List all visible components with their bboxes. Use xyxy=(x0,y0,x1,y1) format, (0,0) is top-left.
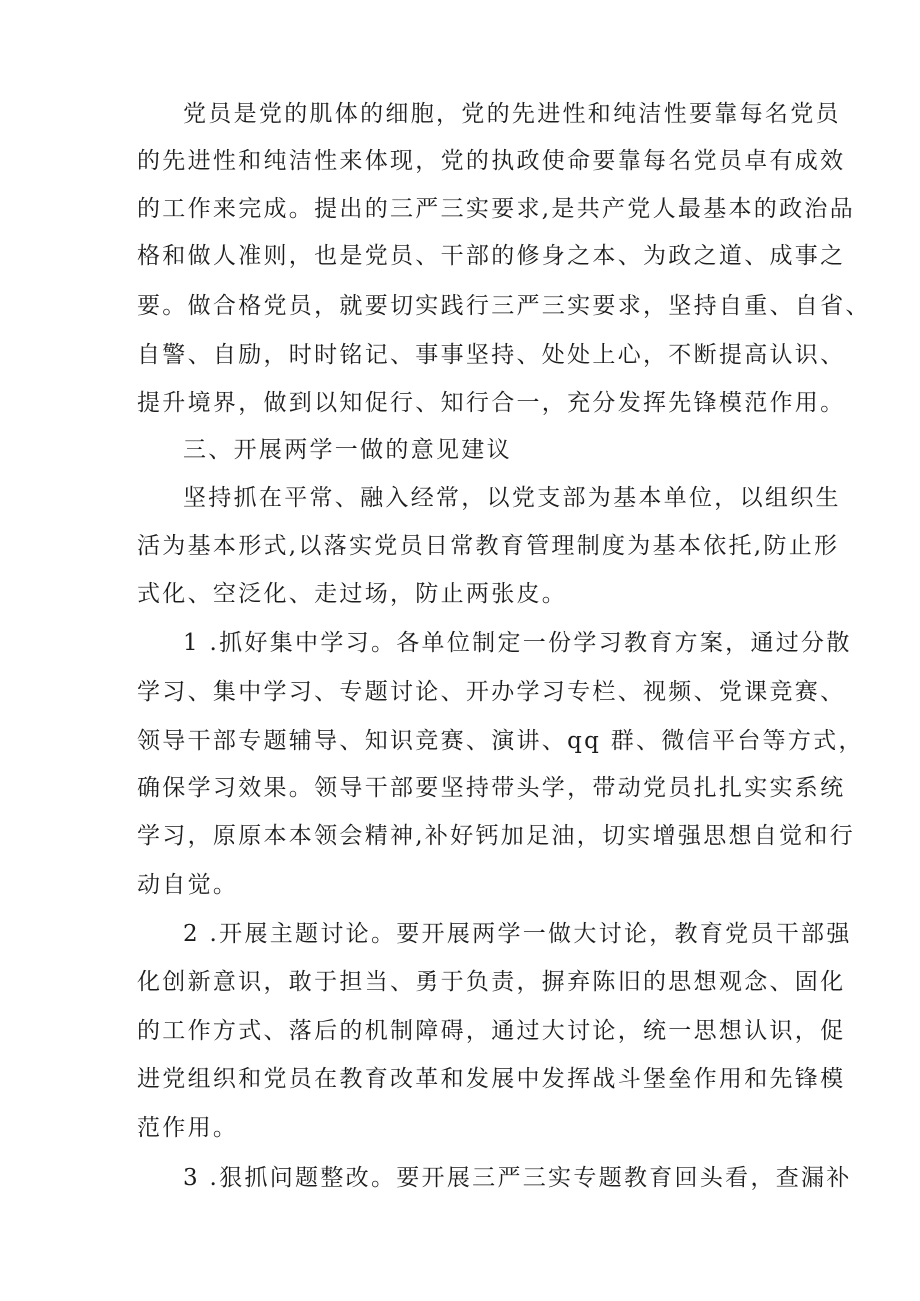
paragraph-line: 学习，原原本本领会精神,补好钙加足油，切实增强思想自觉和行 xyxy=(137,823,856,849)
paragraph-line: 领导干部专题辅导、知识竞赛、演讲、qq 群、微信平台等方式， xyxy=(137,728,864,754)
paragraph-line: 范作用。 xyxy=(137,1115,239,1141)
paragraph-line: 确保学习效果。领导干部要坚持带头学，带动党员扎扎实实系统 xyxy=(137,775,846,801)
list-item-line: 3 .狠抓问题整改。要开展三严三实专题教育回头看，查漏补 xyxy=(183,1165,852,1191)
paragraph-line: 化创新意识，敢于担当、勇于负责，摒弃陈旧的思想观念、固化 xyxy=(137,969,846,995)
paragraph-line: 格和做人准则，也是党员、干部的修身之本、为政之道、成事之 xyxy=(137,243,846,269)
paragraph-line: 学习、集中学习、专题讨论、开办学习专栏、视频、党课竞赛、 xyxy=(137,679,846,705)
paragraph-line: 自警、自励，时时铭记、事事坚持、处处上心，不断提高认识、 xyxy=(137,342,846,368)
paragraph-line: 提升境界，做到以知促行、知行合一，充分发挥先锋模范作用。 xyxy=(137,390,846,416)
section-heading: 三、开展两学一做的意见建议 xyxy=(183,437,512,463)
list-item-line: 1 .抓好集中学习。各单位制定一份学习教育方案，通过分散 xyxy=(183,630,852,656)
paragraph-line: 党员是党的肌体的细胞，党的先进性和纯洁性要靠每名党员 xyxy=(183,101,841,127)
paragraph-line: 进党组织和党员在教育改革和发展中发挥战斗堡垒作用和先锋模 xyxy=(137,1066,846,1092)
paragraph-line: 式化、空泛化、走过场，防止两张皮。 xyxy=(137,581,568,607)
paragraph-line: 坚持抓在平常、融入经常，以党支部为基本单位，以组织生 xyxy=(183,485,841,511)
paragraph-line: 的工作方式、落后的机制障碍，通过大讨论，统一思想认识，促 xyxy=(137,1018,846,1044)
paragraph-line: 活为基本形式,以落实党员日常教育管理制度为基本依托,防止形 xyxy=(137,533,840,559)
list-item-line: 2 .开展主题讨论。要开展两学一做大讨论，教育党员干部强 xyxy=(183,921,852,947)
paragraph-line: 要。做合格党员，就要切实践行三严三实要求，坚持自重、自省、 xyxy=(137,293,871,319)
paragraph-line: 的工作来完成。提出的三严三实要求,是共产党人最基本的政治品 xyxy=(137,196,856,222)
paragraph-line: 动自觉。 xyxy=(137,872,239,898)
paragraph-line: 的先进性和纯洁性来体现，党的执政使命要靠每名党员卓有成效 xyxy=(137,148,846,174)
